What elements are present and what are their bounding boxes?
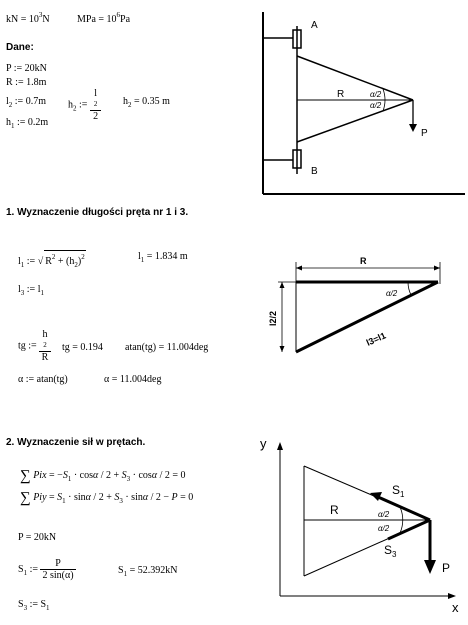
unit-kn: kN = $10^3N$ <box>6 11 50 25</box>
label-s3: $S_3$ <box>384 543 397 559</box>
angle-label: α/2 <box>386 289 398 298</box>
label-a: A <box>311 20 318 31</box>
h1-definition: $h_1$ := 0.2m <box>6 117 49 130</box>
s1-value: $S_1 = 52.392kN$ <box>118 565 178 578</box>
h2-value: $h_2 = 0.35$ m <box>123 96 170 109</box>
section-1-heading: 1. Wyznaczenie długości pręta nr 1 i 3. <box>6 207 189 218</box>
p-value: P = 20kN <box>18 532 57 543</box>
h2-definition: $h_2$ := l 2 2 <box>68 88 101 122</box>
figure-3-forces <box>254 436 466 622</box>
equation-y: ∑ Piy = $S_1 \cdot \sin\alpha / 2 + S_3 \cdot \sin\alpha / 2 - P = 0$ <box>20 490 194 506</box>
dane-heading: Dane: <box>6 42 34 53</box>
label-l2-half: l2/2 <box>268 310 278 326</box>
label-s1: $S_1$ <box>392 483 405 499</box>
l1-value: $l_1 = 1.834$ m <box>138 251 188 264</box>
r-definition: R := 1.8m <box>6 77 47 88</box>
label-r: R <box>330 503 339 517</box>
l1-definition: $l_1$ := √ $R^2 + (h_2)^2$ <box>18 250 86 271</box>
p-definition: P := 20kN <box>6 63 47 74</box>
angle-label-top: α/2 <box>370 90 382 99</box>
axis-y-label: y <box>260 436 267 451</box>
figure-2-triangle <box>262 254 462 364</box>
atan-value: atan(tg) = 11.004deg <box>125 342 209 353</box>
label-p: P <box>442 561 451 575</box>
equation-x: ∑ Pix = $-S_1 \cdot \cos\alpha / 2 + S_3 \cdot \cos\alpha / 2 = 0$ <box>20 468 186 484</box>
angle-label-bottom: α/2 <box>378 524 390 533</box>
label-l3-l1: l3=l1 <box>364 330 388 348</box>
tg-value: tg = 0.194 <box>62 342 103 353</box>
alpha-definition: α := atan(tg) <box>18 374 68 385</box>
angle-label-top: α/2 <box>378 510 390 519</box>
angle-label-bottom: α/2 <box>370 101 382 110</box>
s3-definition: $S_3$ := $S_1$ <box>18 599 50 612</box>
tg-definition: tg := h 2 R <box>18 329 51 363</box>
alpha-value: α = 11.004deg <box>104 374 162 385</box>
section-2-heading: 2. Wyznaczenie sił w prętach. <box>6 437 146 448</box>
label-r: R <box>360 256 367 266</box>
s1-definition: $S_1$ := $\frac{P}{2 \sin(\alpha)}$ <box>18 558 74 581</box>
axis-x-label: x <box>452 600 459 615</box>
label-b: B <box>311 166 318 177</box>
label-p: P <box>421 128 428 139</box>
label-r: R <box>337 89 345 100</box>
l3-definition: $l_3$ := $l_1$ <box>18 284 44 297</box>
l2-definition: $l_2$ := 0.7m <box>6 96 46 109</box>
figure-1-truss <box>255 8 467 200</box>
unit-mpa: MPa = $10^6Pa$ <box>77 11 131 25</box>
